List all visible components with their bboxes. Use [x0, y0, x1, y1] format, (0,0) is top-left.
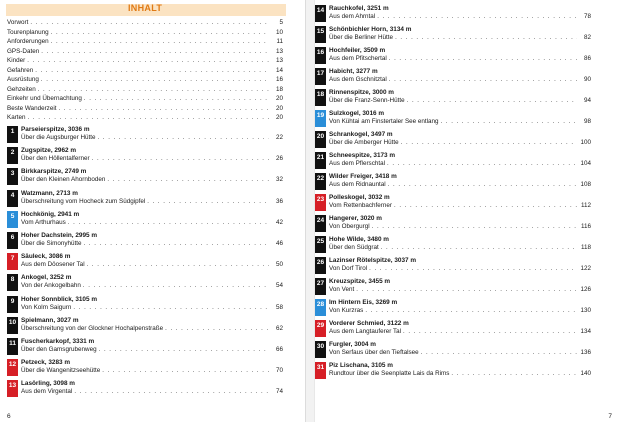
tour-number-badge: 17 — [315, 68, 326, 85]
tour-number-badge: 31 — [315, 362, 326, 379]
tour-number-badge: 13 — [7, 380, 18, 397]
tour-name: Sulzkogel, 3016 m — [329, 110, 385, 117]
tour-name: Furgler, 3004 m — [329, 341, 376, 348]
toc-entry[interactable] — [7, 113, 283, 123]
tour-number-badge: 8 — [7, 274, 18, 291]
front-matter-list — [7, 18, 283, 123]
tour-name: Parseierspitze, 3036 m — [21, 126, 90, 133]
toc-entry-label: Kinder — [7, 57, 26, 64]
tour-page: 112 — [580, 202, 591, 209]
tour-name: Lazinser Rötelspitze, 3037 m — [329, 257, 417, 264]
tour-entry[interactable] — [315, 68, 591, 90]
tour-page: 136 — [580, 349, 591, 356]
leader-dots — [92, 155, 269, 163]
leader-dots — [35, 67, 269, 77]
tour-name: Säuleck, 3086 m — [21, 253, 71, 261]
tour-entry[interactable] — [315, 257, 591, 279]
tour-number-badge: 19 — [315, 110, 326, 127]
tour-page: 108 — [580, 181, 591, 188]
tour-route: Rundtour über die Seenplatte Lais da Rims — [329, 370, 450, 377]
toc-entry-page: 18 — [275, 85, 283, 93]
tour-name: Zugspitze, 2962 m — [21, 147, 77, 155]
tour-page: 126 — [580, 286, 591, 293]
leader-dots — [147, 198, 269, 206]
tour-number-badge: 18 — [315, 89, 326, 106]
toc-entry-page: 11 — [276, 38, 283, 45]
tour-route: Von Vent — [329, 286, 355, 293]
leader-dots — [389, 55, 577, 63]
leader-dots — [407, 97, 577, 105]
tour-name: Rinnenspitze, 3000 m — [329, 89, 394, 96]
tour-route: Aus dem Ahrntal — [329, 13, 376, 20]
tour-route: Über den Höllentalferner — [21, 155, 90, 163]
leader-dots — [395, 34, 577, 42]
leader-dots — [107, 176, 269, 184]
book-gutter — [305, 0, 315, 422]
tour-page: 98 — [583, 118, 591, 125]
leader-dots — [41, 76, 269, 86]
leader-dots — [84, 95, 269, 105]
toc-entry[interactable] — [7, 85, 283, 95]
leader-dots — [451, 370, 577, 378]
toc-entry[interactable] — [7, 18, 283, 28]
tour-number-badge: 10 — [7, 317, 18, 334]
leader-dots — [74, 388, 269, 396]
tour-route: Von Kolm Saigurn — [21, 303, 72, 311]
leader-dots — [27, 57, 269, 67]
tour-route: Aus dem Langtauferer Tal — [329, 328, 401, 335]
tour-name: Piz Lischana, 3105 m — [329, 362, 393, 369]
toc-entry[interactable] — [7, 56, 283, 66]
tour-route: Überschreitung von der Glockner Hochalpenstraße — [21, 324, 164, 332]
tour-number-badge: 26 — [315, 257, 326, 274]
tour-number-badge: 14 — [315, 5, 326, 22]
leader-dots — [365, 307, 577, 315]
leader-dots — [98, 134, 269, 142]
toc-entry-label: Ausrüstung — [7, 76, 39, 83]
tour-page: 86 — [583, 55, 591, 62]
tour-entry[interactable] — [315, 131, 591, 153]
toc-entry-page: 20 — [275, 104, 283, 112]
tour-page: 90 — [583, 76, 591, 83]
tour-name: Im Hintern Eis, 3269 m — [329, 299, 398, 306]
tour-page: 32 — [275, 176, 283, 184]
tour-page: 46 — [275, 240, 283, 247]
leader-dots — [68, 219, 269, 227]
tour-entry[interactable] — [315, 341, 591, 363]
tour-entry[interactable] — [315, 152, 591, 174]
tour-route: Aus dem Virgental — [21, 388, 73, 396]
toc-entry-label: Gefahren — [7, 66, 34, 74]
tour-number-badge: 12 — [7, 359, 18, 376]
tour-number-badge: 28 — [315, 299, 326, 316]
leader-dots — [41, 48, 269, 58]
tour-route: Über die Franz-Senn-Hütte — [329, 97, 405, 104]
page-number-left: 6 — [7, 413, 11, 420]
tour-number-badge: 1 — [7, 126, 18, 143]
tour-route: Von Serfaus über den Tieftalsee — [329, 349, 419, 356]
tour-route: Von Kurzras — [329, 307, 364, 314]
tour-page: 104 — [580, 160, 591, 167]
tour-name: Polleskogel, 3032 m — [329, 194, 390, 201]
tour-entry[interactable] — [7, 168, 283, 190]
tour-route: Über die Amberger Hütte — [329, 139, 399, 146]
tour-name: Petzeck, 3283 m — [21, 359, 71, 367]
tour-name: Vorderer Schmied, 3122 m — [329, 320, 409, 327]
tour-route: Aus dem Ridnauntal — [329, 181, 386, 188]
toc-entry-label: Gehzeiten — [7, 85, 36, 93]
toc-entry-label: Anforderungen — [7, 38, 49, 45]
tour-page: 100 — [580, 139, 591, 146]
toc-entry-page: 14 — [275, 66, 283, 74]
tour-route: Aus dem Pflerschtal — [329, 160, 385, 167]
tour-number-badge: 11 — [7, 338, 18, 355]
tour-page: 26 — [275, 155, 283, 163]
toc-entry-page: 16 — [275, 76, 283, 83]
leader-dots — [99, 346, 269, 354]
tour-page: 42 — [275, 218, 283, 226]
tour-name: Watzmann, 2713 m — [21, 189, 78, 197]
leader-dots — [441, 118, 577, 126]
leader-dots — [389, 76, 577, 84]
tour-page: 116 — [580, 223, 591, 230]
toc-entry-label: Tourenplanung — [7, 28, 49, 36]
tour-entry[interactable] — [7, 211, 283, 233]
tour-entry[interactable] — [315, 299, 591, 321]
tour-page: 70 — [275, 367, 283, 375]
tour-entry[interactable] — [7, 317, 283, 339]
tour-entry[interactable] — [315, 236, 591, 258]
tour-entry[interactable] — [315, 173, 591, 195]
tour-page: 118 — [580, 244, 591, 251]
tour-number-badge: 4 — [7, 190, 18, 207]
right-page — [315, 0, 620, 422]
tour-name: Hochkönig, 2941 m — [21, 210, 80, 218]
tour-name: Hoher Sonnblick, 3105 m — [21, 295, 98, 303]
page-title: INHALT — [128, 3, 163, 13]
leader-dots — [369, 265, 577, 273]
tour-number-badge: 7 — [7, 253, 18, 270]
left-page — [0, 0, 305, 422]
toc-entry[interactable] — [7, 75, 283, 85]
leader-dots — [28, 114, 269, 124]
leader-dots — [394, 202, 577, 210]
tour-route: Über die Berliner Hütte — [329, 34, 394, 41]
leader-dots — [84, 240, 269, 248]
leader-dots — [83, 282, 269, 290]
toc-entry-label: Vorwort — [7, 19, 29, 26]
tour-page: 54 — [275, 282, 283, 290]
tour-name: Rauchkofel, 3251 m — [329, 5, 389, 12]
tour-page: 58 — [275, 303, 283, 311]
tour-name: Lasörling, 3098 m — [21, 380, 75, 388]
tour-name: Ankogel, 3252 m — [21, 274, 72, 282]
tour-name: Schönbichler Horn, 3134 m — [329, 26, 412, 33]
leader-dots — [30, 19, 269, 29]
tour-entry[interactable] — [315, 5, 591, 27]
toc-entry[interactable] — [7, 28, 283, 38]
toc-entry-label: Beste Wanderzeit — [7, 104, 57, 112]
tour-page: 36 — [275, 197, 283, 205]
leader-dots — [165, 325, 269, 333]
tour-route: Über den Gamsgrubenweg — [21, 346, 97, 353]
leader-dots — [73, 304, 269, 312]
tour-entry[interactable] — [315, 194, 591, 216]
leader-dots — [356, 286, 577, 294]
toc-entry-label: GPS-Daten — [7, 47, 40, 55]
tour-name: Hohe Wilde, 3480 m — [329, 236, 389, 243]
leader-dots — [387, 160, 577, 168]
tour-entry[interactable] — [315, 320, 591, 342]
leader-dots — [87, 261, 269, 269]
tour-route: Von Kühtai am Finstertaler See entlang — [329, 118, 439, 125]
tour-entry[interactable] — [7, 274, 283, 296]
toc-entry-page: 13 — [275, 57, 283, 64]
toc-entry[interactable] — [7, 37, 283, 47]
tour-number-badge: 3 — [7, 168, 18, 185]
tour-page: 78 — [583, 13, 591, 20]
tour-number-badge: 30 — [315, 341, 326, 358]
tour-page: 134 — [580, 328, 591, 335]
tour-number-badge: 24 — [315, 215, 326, 232]
tour-page: 130 — [580, 307, 591, 314]
tour-entry[interactable] — [315, 89, 591, 111]
tour-entry[interactable] — [7, 232, 283, 254]
tour-page: 140 — [580, 370, 591, 377]
toc-entry-page: 10 — [275, 28, 283, 36]
tour-page: 62 — [275, 324, 283, 332]
toc-entry[interactable] — [7, 94, 283, 104]
leader-dots — [51, 29, 269, 39]
tour-entry[interactable] — [7, 380, 283, 402]
tour-route: Über den Südgrat — [329, 244, 379, 251]
tour-route: Vom Rettenbachferner — [329, 202, 393, 209]
tour-page: 22 — [275, 134, 283, 141]
tour-number-badge: 29 — [315, 320, 326, 337]
toc-entry-page: 13 — [275, 47, 283, 55]
tour-route: Von der Ankogelbahn — [21, 282, 81, 290]
tour-page: 74 — [275, 388, 283, 396]
tour-entry[interactable] — [7, 359, 283, 381]
tour-name: Wilder Freiger, 3418 m — [329, 173, 397, 180]
tour-number-badge: 16 — [315, 47, 326, 64]
tour-name: Schrankogel, 3497 m — [329, 131, 393, 138]
leader-dots — [388, 181, 577, 189]
tour-route: Aus dem Döosener Tal — [21, 261, 85, 269]
leader-dots — [51, 38, 269, 48]
toc-entry-page: 20 — [275, 114, 283, 121]
tour-name: Hangerer, 3020 m — [329, 215, 382, 222]
tour-number-badge: 2 — [7, 147, 18, 164]
tour-name: Hochfeiler, 3509 m — [329, 47, 386, 54]
tour-route: Über die Augsburger Hütte — [21, 134, 96, 141]
tour-route: Von Dorf Tirol — [329, 265, 368, 272]
tour-entry[interactable] — [7, 338, 283, 360]
leader-dots — [381, 244, 577, 252]
tour-page: 94 — [583, 97, 591, 104]
tour-route: Überschreitung vom Hocheck zum Südgipfel — [21, 197, 146, 205]
leader-dots — [403, 328, 577, 336]
tour-name: Birkkarspitze, 2749 m — [21, 168, 87, 176]
leader-dots — [377, 13, 577, 21]
tour-number-badge: 6 — [7, 232, 18, 249]
tour-name: Habicht, 3277 m — [329, 68, 378, 75]
tour-entry[interactable] — [315, 278, 591, 300]
tour-entry[interactable] — [7, 147, 283, 169]
tour-number-badge: 20 — [315, 131, 326, 148]
leader-dots — [372, 223, 577, 231]
toc-entry-page: 20 — [275, 95, 283, 102]
tour-route: Von Obergurgl — [329, 223, 370, 230]
tour-number-badge: 23 — [315, 194, 326, 211]
tour-entry[interactable] — [7, 253, 283, 275]
toc-entry-page: 5 — [279, 19, 283, 26]
tour-name: Kreuzspitze, 3455 m — [329, 278, 391, 285]
tour-entry[interactable] — [315, 47, 591, 69]
leader-dots — [401, 139, 577, 147]
toc-entry[interactable] — [7, 104, 283, 114]
tour-route: Über den Kleinen Ahornboden — [21, 176, 106, 184]
leader-dots — [58, 105, 269, 115]
tour-route: Aus dem Gschnitztal — [329, 76, 387, 83]
tour-route: Über die Simonyhütte — [21, 240, 82, 247]
page-number-right: 7 — [608, 413, 612, 420]
tour-entry[interactable] — [7, 190, 283, 212]
tour-route: Vom Arthurhaus — [21, 218, 66, 226]
tour-name: Hoher Dachstein, 2995 m — [21, 232, 98, 239]
toc-entry[interactable] — [7, 47, 283, 57]
tour-entry[interactable] — [315, 26, 591, 48]
tour-number-badge: 9 — [7, 296, 18, 313]
tour-entry[interactable] — [315, 362, 591, 384]
tour-route: Über die Wangenitzseehütte — [21, 367, 101, 375]
tour-name: Schneespitze, 3173 m — [329, 152, 396, 159]
tour-name: Fuscherkarkopf, 3331 m — [21, 338, 95, 345]
tour-page: 82 — [583, 34, 591, 41]
tour-number-badge: 22 — [315, 173, 326, 190]
toc-entry-label: Einkehr und Übernachtung — [7, 95, 82, 102]
toc-entry-label: Karten — [7, 114, 26, 121]
tour-entry[interactable] — [7, 126, 283, 148]
toc-entry[interactable] — [7, 66, 283, 76]
tour-route: Aus dem Pfitschertal — [329, 55, 387, 62]
tour-name: Spielmann, 3027 m — [21, 316, 79, 324]
tour-number-badge: 15 — [315, 26, 326, 43]
tour-entry[interactable] — [315, 215, 591, 237]
tour-number-badge: 25 — [315, 236, 326, 253]
leader-dots — [102, 367, 269, 375]
tour-number-badge: 21 — [315, 152, 326, 169]
tour-number-badge: 27 — [315, 278, 326, 295]
tour-entry[interactable] — [7, 296, 283, 318]
tour-number-badge: 5 — [7, 211, 18, 228]
tour-page: 66 — [275, 346, 283, 353]
leader-dots — [421, 349, 577, 357]
tour-page: 122 — [580, 265, 591, 272]
tour-entry[interactable] — [315, 110, 591, 132]
tour-page: 50 — [275, 261, 283, 269]
